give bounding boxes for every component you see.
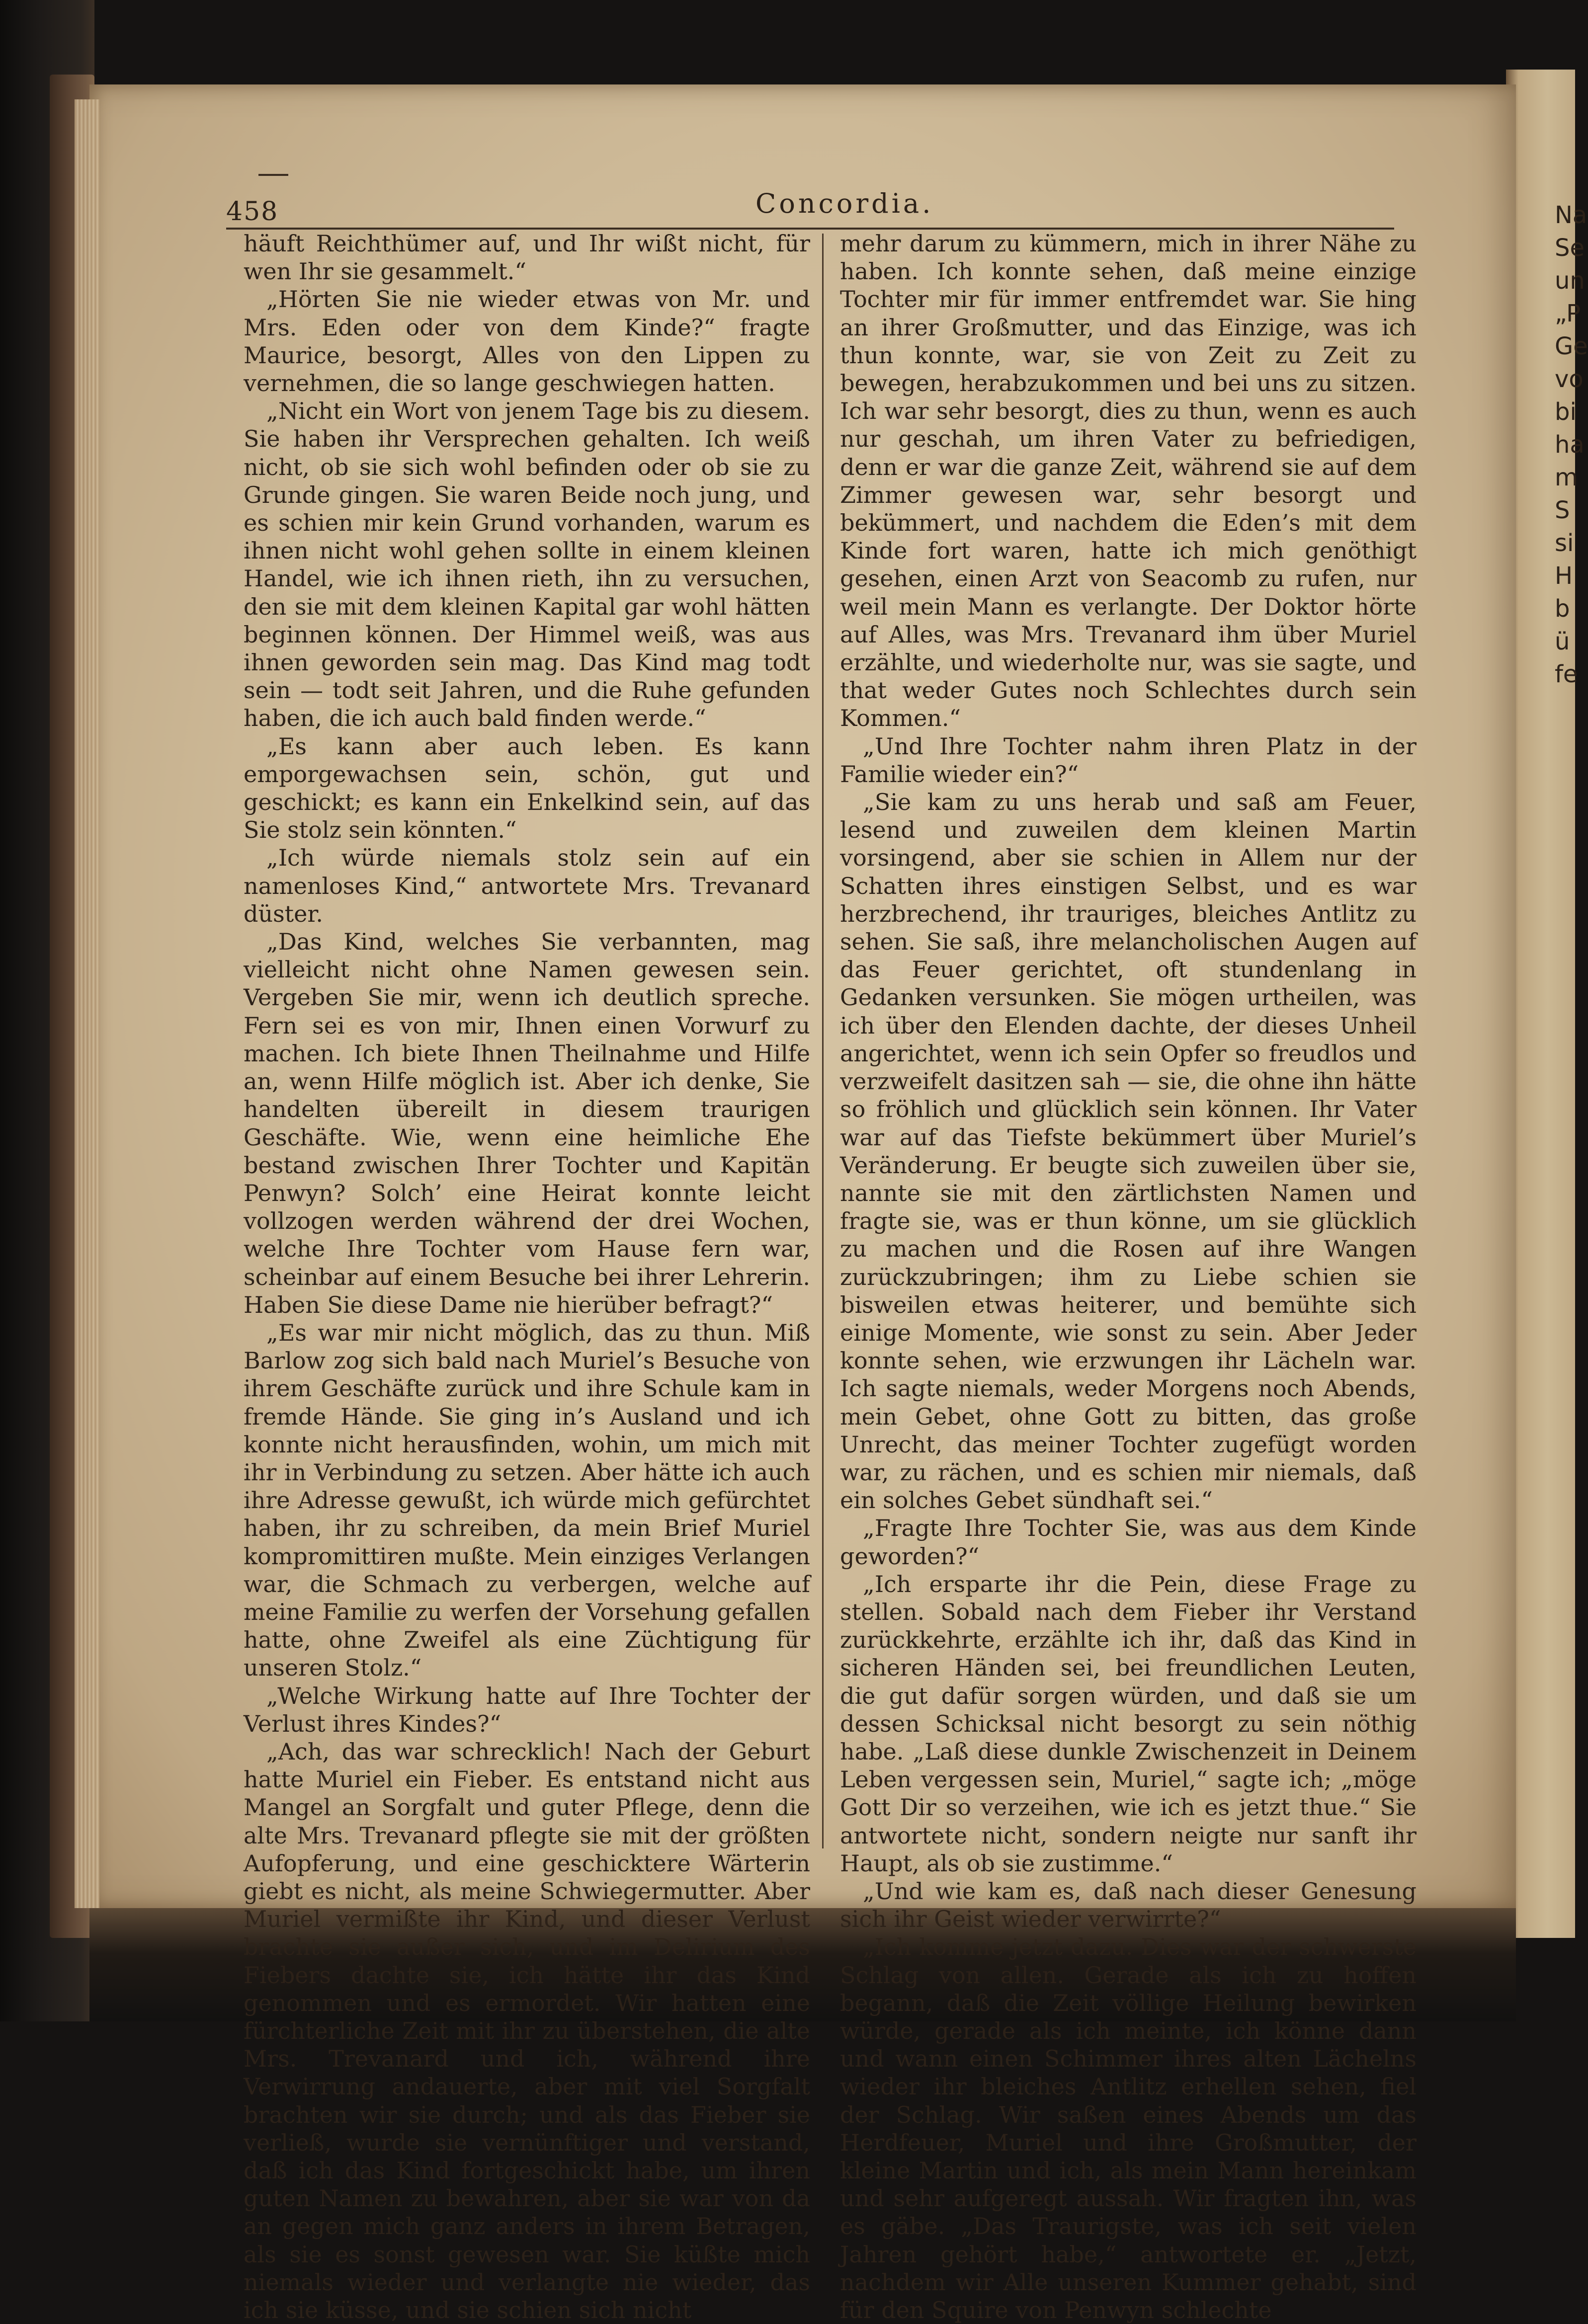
adjacent-fragment: ü	[1555, 628, 1570, 655]
adjacent-fragment: un	[1555, 267, 1585, 295]
paragraph: „Ich komme jetzt dazu. Dies war der schwerste Schlag von allen. Gerade als ich zu hoffen begann, daß die Zeit völlige Heilung bewirken würde, gerade als ich meinte, ich könne dann und wann einen Schimmer ihres alten Lächelns wieder ihr bleiches Antlitz erhellen sehen, fiel der Schlag. Wir saßen eines Abends um das Herdfeuer, Muriel und ihre Großmutter, der kleine Martin und ich, als mein Mann hereinkam und sehr aufgeregt aussah. Wir fragten ihn, was es gäbe. „Das Traurigste, was ich seit vielen Jahren gehört habe,“ antwortete er. „Jetzt, nachdem wir Alle unseren Kummer gehabt, sind für den Squire von Penwyn schlechte	[840, 1933, 1417, 2324]
paragraph: „Es war mir nicht möglich, das zu thun. Miß Barlow zog sich bald nach Muriel’s Besuche von ihrem Geschäfte zurück und ihre Schule kam in fremde Hände. Sie ging in’s Ausland und ich konnte nicht herausfinden, wohin, um mich mit ihr in Verbindung zu setzen. Aber hätte ich auch ihre Adresse gewußt, ich würde mich gefürchtet haben, ihr zu schreiben, da mein Brief Muriel kompromittiren mußte. Mein einziges Verlangen war, die Schmach zu verbergen, welche auf meine Familie zu werfen der Vorsehung gefallen hatte, ohne Zweifel als eine Züchtigung für unseren Stolz.“	[244, 1319, 810, 1682]
right-column	[840, 230, 1417, 2324]
page-stack-edge	[75, 99, 99, 1908]
paragraph: „Sie kam zu uns herab und saß am Feuer, lesend und zuweilen dem kleinen Martin vorsingend, aber sie schien in Allem nur der Schatten ihres einstigen Selbst, und es war herzbrechend, ihr trauriges, bleiches Antlitz zu sehen. Sie saß, ihre melancholischen Augen auf das Feuer gerichtet, oft stundenlang in Gedanken versunken. Sie mögen urtheilen, was ich über den Elenden dachte, der dieses Unheil angerichtet, wenn ich sein Opfer so freudlos und verzweifelt dasitzen sah — sie, die ohne ihn hätte so fröhlich und glücklich sein können. Ihr Vater war auf das Tiefste bekümmert über Muriel’s Veränderung. Er beugte sich zuweilen über sie, nannte sie mit den zärtlichsten Namen und fragte sie, was er thun könne, um sie glücklich zu machen und die Rosen auf ihre Wangen zurückzubringen; ihm zu Liebe schien sie bisweilen etwas heiterer, und bemühte sich einige Momente, wie sonst zu sein. Aber Jeder konnte sehen, wie erzwungen ihr Lächeln war. Ich sagte niemals, weder Morgens noch Abends, mein Gebet, ohne Gott zu bitten, das große Unrecht, das meiner Tochter zugefügt worden war, zu rächen, und es schien mir niemals, daß ein solches Gebet sündhaft sei.“	[840, 789, 1417, 1514]
adjacent-fragment: m	[1555, 464, 1578, 491]
corner-mark	[258, 174, 288, 176]
paragraph: „Fragte Ihre Tochter Sie, was aus dem Kinde geworden?“	[840, 1515, 1417, 1570]
paragraph: mehr darum zu kümmern, mich in ihrer Nähe zu haben. Ich konnte sehen, daß meine einzige Tochter mir für immer entfremdet war. Sie hing an ihrer Großmutter, und das Einzige, was ich thun konnte, war, sie von Zeit zu Zeit zu bewegen, herabzukommen und bei uns zu sitzen. Ich war sehr besorgt, dies zu thun, wenn es auch nur geschah, um ihren Vater zu befriedigen, denn er war die ganze Zeit, während sie auf dem Zimmer gewesen war, sehr besorgt und bekümmert, und nachdem die Eden’s mit dem Kinde fort waren, hatte ich mich genöthigt gesehen, einen Arzt von Seacomb zu rufen, nur weil mein Mann es verlangte. Der Doktor hörte auf Alles, was Mrs. Trevanard ihm über Muriel erzählte, und wiederholte nur, was sie sagte, und that weder Gutes noch Schlechtes durch sein Kommen.“	[840, 230, 1417, 732]
paragraph: „Nicht ein Wort von jenem Tage bis zu diesem. Sie haben ihr Versprechen gehalten. Ich weiß nicht, ob sie sich wohl befinden oder ob sie zu Grunde gingen. Sie waren Beide noch jung, und es schien mir kein Grund vorhanden, warum es ihnen nicht wohl gehen sollte in einem kleinen Handel, wie ich ihnen rieth, ihn zu versuchen, den sie mit dem kleinen Kapital gar wohl hätten beginnen können. Der Himmel weiß, was aus ihnen geworden sein mag. Das Kind mag todt sein — todt seit Jahren, und die Ruhe gefunden haben, die ich auch bald finden werde.“	[244, 398, 810, 732]
adjacent-fragment: Na	[1555, 201, 1588, 229]
paragraph: „Hörten Sie nie wieder etwas von Mr. und Mrs. Eden oder von dem Kinde?“ fragte Maurice, besorgt, Alles von den Lippen zu vernehmen, die so lange geschwiegen hatten.	[244, 286, 810, 397]
paragraph: „Und Ihre Tochter nahm ihren Platz in der Familie wieder ein?“	[840, 732, 1417, 788]
adjacent-fragment: S	[1555, 496, 1570, 524]
adjacent-fragment: H	[1555, 562, 1573, 590]
adjacent-fragment: „P	[1555, 300, 1581, 327]
paragraph: „Ach, das war schrecklich! Nach der Geburt hatte Muriel ein Fieber. Es entstand nicht aus Mangel an Sorgfalt und guter Pflege, denn die alte Mrs. Trevanard pflegte sie mit der größten Aufopferung, und eine geschicktere Wärterin giebt es nicht, als meine Schwiegermutter. Aber Muriel vermißte ihr Kind, und dieser Verlust brachte sie außer sich, und im Delirium des Fiebers dachte sie, ich hätte ihr das Kind genommen und es ermordet. Wir hatten eine fürchterliche Zeit mit ihr zu überstehen, die alte Mrs. Trevanard und ich, während ihre Verwirrung andauerte, aber mit viel Sorgfalt brachten wir sie durch; und als das Fieber sie verließ, wurde sie vernünftiger und verstand, daß ich das Kind fortgeschickt habe, um ihren guten Namen zu bewahren, aber sie war von da an gegen mich ganz anders in ihrem Betragen, als sie es sonst gewesen war. Sie küßte mich niemals wieder und verlangte nie wieder, das ich sie küsse, und sie schien sich nicht	[244, 1738, 810, 2324]
left-column	[244, 230, 810, 2324]
adjacent-fragment: bi	[1555, 398, 1577, 426]
adjacent-fragment: b	[1555, 595, 1570, 623]
paragraph: „Welche Wirkung hatte auf Ihre Tochter der Verlust ihres Kindes?“	[244, 1682, 810, 1737]
paragraph: „Es kann aber auch leben. Es kann emporgewachsen sein, schön, gut und geschickt; es kann ein Enkelkind sein, auf das Sie stolz sein könnten.“	[244, 732, 810, 844]
adjacent-fragment: fe	[1555, 660, 1578, 688]
adjacent-fragment: ha	[1555, 431, 1585, 459]
page-number: 458	[226, 197, 279, 227]
adjacent-page-text	[1555, 199, 1588, 691]
adjacent-fragment: Se	[1555, 234, 1585, 262]
paragraph: „Das Kind, welches Sie verbannten, mag vielleicht nicht ohne Namen gewesen sein. Vergeben Sie mir, wenn ich deutlich spreche. Fern sei es von mir, Ihnen einen Vorwurf zu machen. Ich biete Ihnen Theilnahme und Hilfe an, wenn Hilfe möglich ist. Aber ich denke, Sie handelten übereilt in diesem traurigen Geschäfte. Wie, wenn eine heimliche Ehe bestand zwischen Ihrer Tochter und Kapitän Penwyn? Solch’ eine Heirat konnte leicht vollzogen werden während der drei Wochen, welche Ihre Tochter vom Hause fern war, scheinbar auf einem Besuche bei ihrer Lehrerin. Haben Sie diese Dame nie hierüber befragt?“	[244, 928, 810, 1318]
paragraph: „Ich ersparte ihr die Pein, diese Frage zu stellen. Sobald nach dem Fieber ihr Verstand zurückkehrte, erzählte ich ihr, daß das Kind in sicheren Händen sei, bei freundlichen Leuten, die gut dafür sorgen würden, und daß sie um dessen Schicksal nicht besorgt zu sein nöthig habe. „Laß diese dunkle Zwischenzeit in Deinem Leben vergessen sein, Muriel,“ sagte ich; „möge Gott Dir so verzeihen, wie ich es jetzt thue.“ Sie antwortete nicht, sondern neigte nur sanft ihr Haupt, als ob sie zustimme.“	[840, 1570, 1417, 1877]
paragraph: „Ich würde niemals stolz sein auf ein namenloses Kind,“ antwortete Mrs. Trevanard düster.	[244, 844, 810, 927]
paragraph: häuft Reichthümer auf, und Ihr wißt nicht, für wen Ihr sie gesammelt.“	[244, 230, 810, 285]
adjacent-fragment: Ge	[1555, 332, 1588, 360]
paragraph: „Und wie kam es, daß nach dieser Genesung sich ihr Geist wieder verwirrte?“	[840, 1877, 1417, 1933]
running-title: Concordia.	[755, 188, 934, 219]
adjacent-fragment: si	[1555, 529, 1574, 557]
adjacent-fragment: vo	[1555, 365, 1584, 393]
column-rule	[822, 234, 824, 1848]
